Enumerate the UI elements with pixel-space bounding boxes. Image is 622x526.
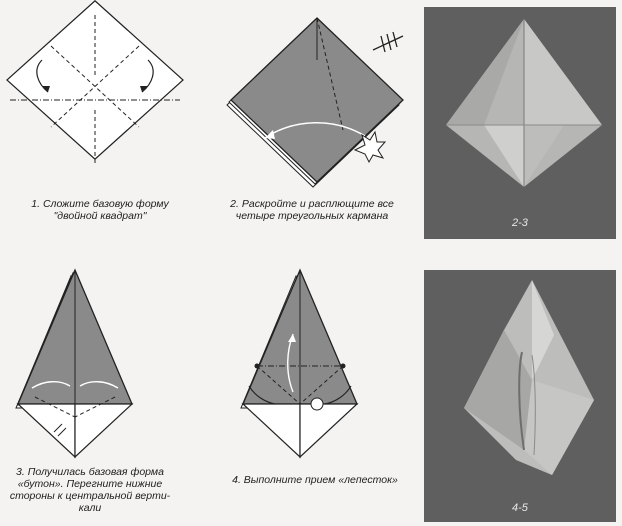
caption-line: кали bbox=[78, 502, 102, 514]
photo-2-3 bbox=[424, 7, 616, 239]
step-3-diagram bbox=[0, 262, 170, 462]
petal-fold-diagram bbox=[235, 262, 405, 462]
photo-label: 2-3 bbox=[512, 217, 528, 229]
caption-line: стороны к центральной верти- bbox=[9, 490, 171, 502]
bud-base-diagram bbox=[0, 262, 170, 462]
lower-flap-left bbox=[18, 404, 75, 457]
step-3-caption bbox=[5, 466, 175, 514]
step-1-caption bbox=[15, 198, 185, 222]
double-square-diagram bbox=[0, 0, 200, 190]
turn-mark-icon bbox=[311, 398, 323, 410]
step-1-diagram bbox=[0, 0, 200, 190]
caption-line: «бутон». Перегните нижние bbox=[17, 478, 163, 490]
caption-line: 2. Раскройте и расплющите все bbox=[230, 198, 394, 210]
photo-4-5 bbox=[424, 270, 616, 522]
caption-line: 1. Сложите базовую форму bbox=[31, 198, 169, 210]
petal-model-photo bbox=[424, 270, 616, 522]
lower-flap-right bbox=[300, 404, 357, 457]
caption-line: 4. Выполните прием «лепесток» bbox=[232, 474, 398, 486]
lower-flap-right bbox=[75, 404, 132, 457]
open-pockets-diagram bbox=[205, 0, 415, 190]
step-4-caption bbox=[205, 474, 425, 486]
photo-label: 4-5 bbox=[512, 502, 528, 514]
step-4-diagram bbox=[235, 262, 405, 462]
step-2-caption bbox=[212, 198, 412, 222]
caption-line: четыре треугольных кармана bbox=[235, 210, 389, 222]
step-2-diagram bbox=[205, 0, 415, 190]
caption-line: 3. Получилась базовая форма bbox=[16, 466, 164, 478]
repeat-mark-icon bbox=[373, 32, 403, 52]
folded-model-photo bbox=[424, 7, 616, 239]
lower-flap-left bbox=[243, 404, 300, 457]
caption-line: "двойной квадрат" bbox=[53, 210, 147, 222]
